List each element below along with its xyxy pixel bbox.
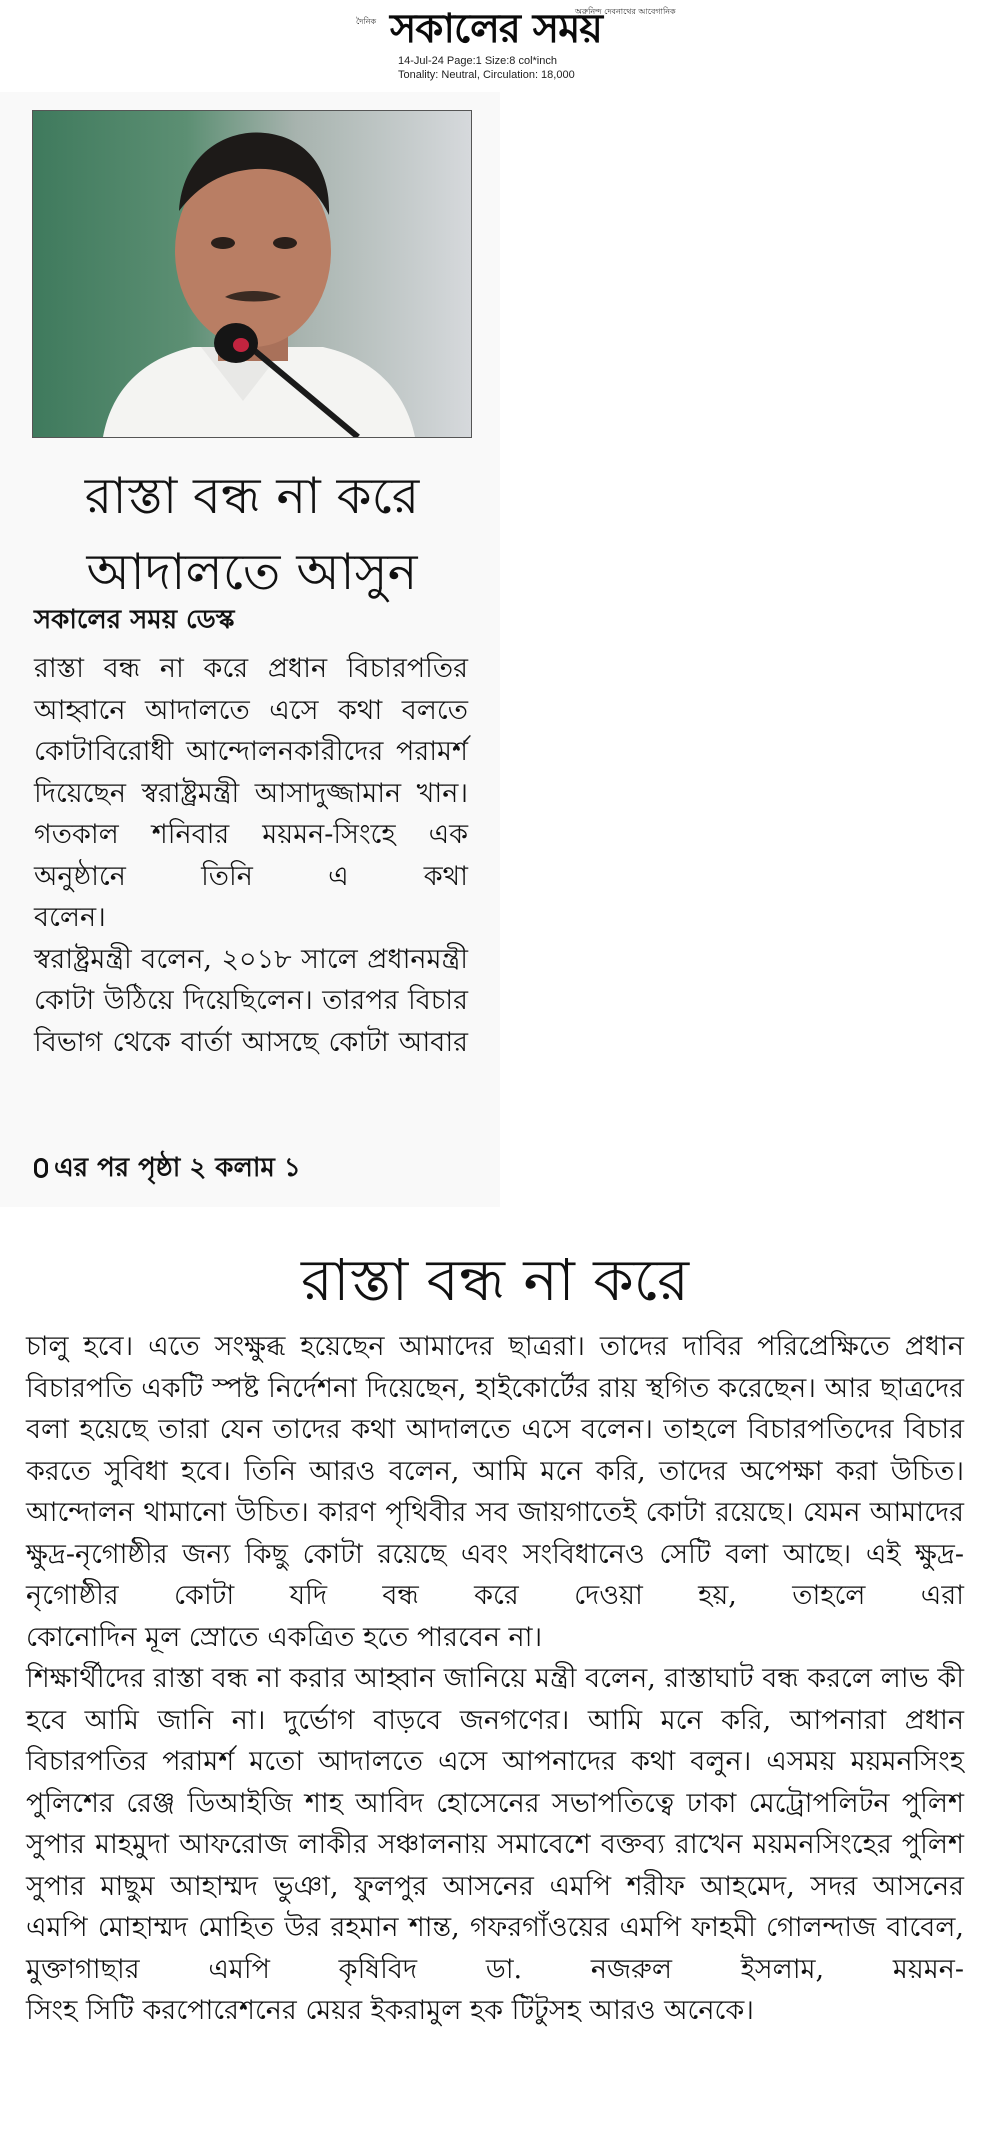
article-byline: সকালের সময় ডেস্ক xyxy=(34,605,235,635)
clipping-meta-circulation: Tonality: Neutral, Circulation: 18,000 xyxy=(398,69,575,81)
clipping-meta-page: 14-Jul-24 Page:1 Size:8 col*inch xyxy=(398,55,557,67)
speaker-photo xyxy=(32,110,472,438)
newspaper-logo: সকালের সময় xyxy=(389,6,602,52)
article-headline-line-2: আদালতে আসুন xyxy=(86,543,418,601)
article-headline-line-1: রাস্তা বন্ধ না করে xyxy=(84,467,420,525)
continuation-bracket-icon xyxy=(34,1158,48,1178)
masthead-daily-label: দৈনিক xyxy=(356,17,377,26)
continuation-paragraph-1: চালু হবে। এতে সংক্ষুব্ধ হয়েছেন আমাদের ছাত্ররা। তাদের দাবির পরিপ্রেক্ষিতে প্রধান বিচারপতি একটি স্পষ্ট নির্দেশনা দিয়েছেন, হাইকোর্টের রায় স্থগিত করেছেন। আর ছাত্রদের বলা হয়েছে তারা যেন তাদের কথা আদালতে এসে বলেন। তাহলে বিচারপতিদের বিচার করতে সুবিধা হবে। তিনি আরও বলেন, আমি মনে করি, তাদের অপেক্ষা করা উচিত। আন্দোলন থামানো উচিত। কারণ পৃথিবীর সব জায়গাতেই কোটা রয়েছে। যেমন আমাদের ক্ষুদ্র-নৃগোষ্ঠীর জন্য কিছু কোটা রয়েছে এবং সংবিধানেও সেটি বলা আছে। এই ক্ষুদ্র-নৃগোষ্ঠীর কোটা যদি বন্ধ করে দেওয়া হয়, তাহলে এরা xyxy=(26,1331,964,1611)
article-headline xyxy=(32,458,472,610)
article-paragraph-1: রাস্তা বন্ধ না করে প্রধান বিচারপতির আহ্বানে আদালতে এসে কথা বলতে কোটাবিরোধী আন্দোলনকারীদের পরামর্শ দিয়েছেন স্বরাষ্ট্রমন্ত্রী আসাদুজ্জামান খান। গতকাল শনিবার ময়মন-সিংহে এক অনুষ্ঠানে তিনি এ কথা xyxy=(34,653,468,892)
masthead-tagline: অরুনিন্দ দেবনাথের আবেগানিক xyxy=(575,7,676,16)
continuation-paragraph-1-last-line: কোনোদিন মূল স্রোতে একত্রিত হতে পারবেন না। xyxy=(26,1621,543,1653)
continuation-body xyxy=(26,1326,964,2032)
continuation-note-text: এর পর পৃষ্ঠা ২ কলাম ১ xyxy=(54,1153,301,1183)
article-paragraph-2: স্বরাষ্ট্রমন্ত্রী বলেন, ২০১৮ সালে প্রধানমন্ত্রী কোটা উঠিয়ে দিয়েছিলেন। তারপর বিচার বিভাগ থেকে বার্তা আসছে কোটা আবার xyxy=(34,943,468,1058)
clipping-meta xyxy=(398,54,575,82)
continuation-paragraph-2-last-line: সিংহ সিটি করপোরেশনের মেয়র ইকরামুল হক টিটুসহ আরও অনেকে। xyxy=(26,1995,754,2026)
continuation-note xyxy=(34,1150,301,1186)
continuation-paragraph-2: শিক্ষার্থীদের রাস্তা বন্ধ না করার আহ্বান জানিয়ে মন্ত্রী বলেন, রাস্তাঘাট বন্ধ করলে লাভ কী হবে আমি জানি না। দুর্ভোগ বাড়বে জনগণের। আমি মনে করি, আপনারা প্রধান বিচারপতির পরামর্শ মতো আদালতে এসে আপনাদের কথা বলুন। এসময় ময়মনসিংহ পুলিশের রেঞ্জ ডিআইজি শাহ আবিদ হোসেনের সভাপতিত্বে ঢাকা মেট্রোপলিটন পুলিশ সুপার মাহমুদা আফরোজ লাকীর সঞ্চালনায় সমাবেশে বক্তব্য রাখেন ময়মনসিংহের পুলিশ সুপার মাছুম আহাম্মদ ভুঞা, ফুলপুর আসনের এমপি শরীফ আহমেদ, সদর আসনের এমপি মোহাম্মদ মোহিত উর রহমান শান্ত, গফরগাঁওয়ের এমপি ফাহমী গোলন্দাজ বাবেল, মুক্তাগাছার এমপি কৃষিবিদ ডা. নজরুল ইসলাম, ময়মন- xyxy=(26,1663,964,1985)
continuation-headline: রাস্তা বন্ধ না করে xyxy=(301,1246,689,1314)
article-body xyxy=(34,648,468,1063)
speaker-portrait-illustration xyxy=(33,111,471,437)
article-paragraph-1-last-line: বলেন। xyxy=(34,902,106,933)
